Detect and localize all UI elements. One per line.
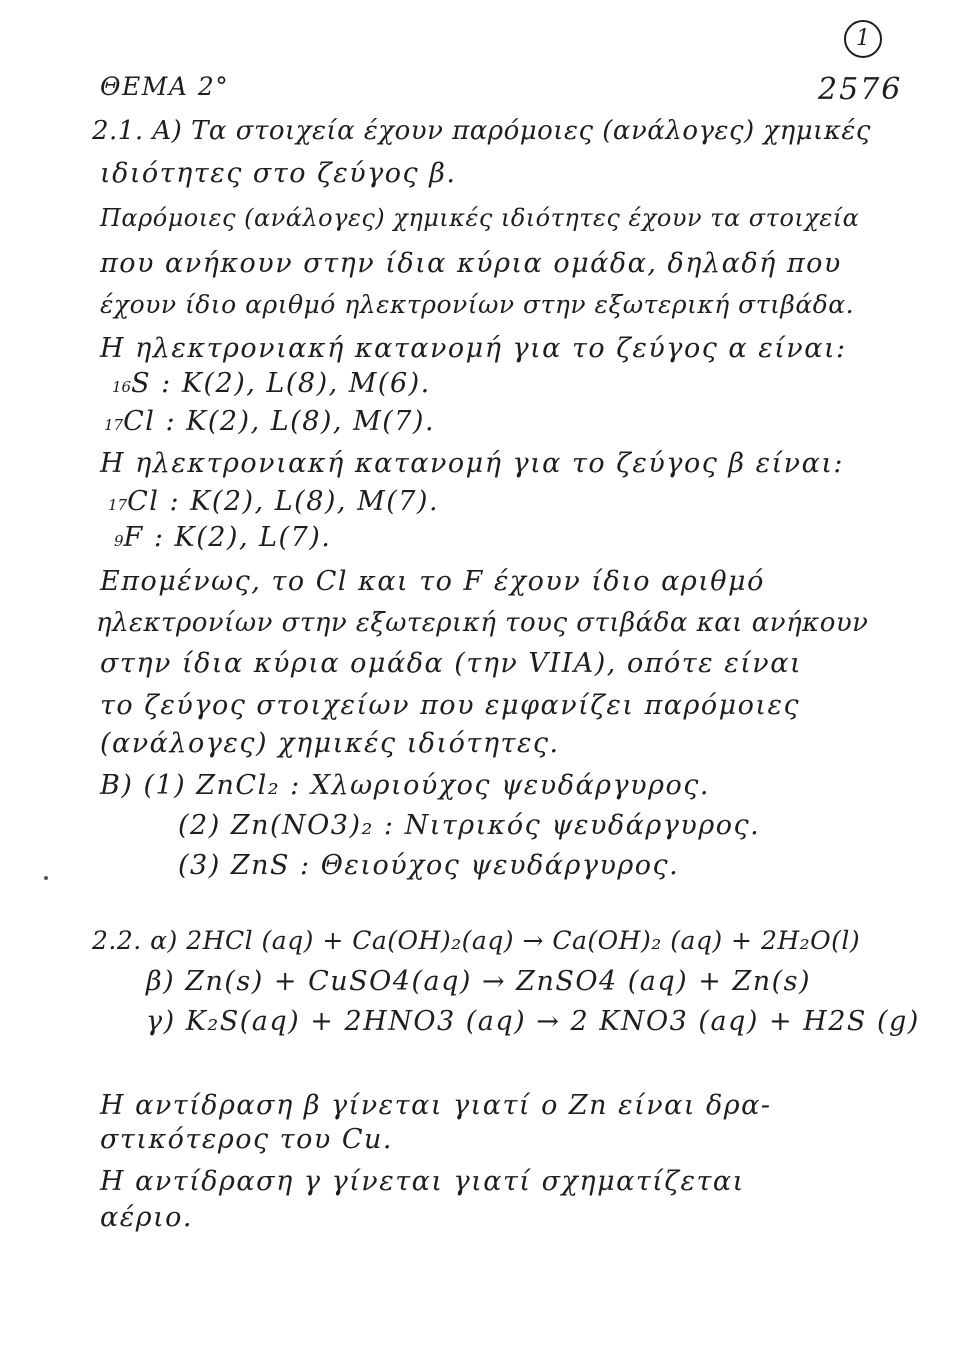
sulfur-atomic-number: 16	[112, 378, 132, 396]
fluorine-config-text: F : K(2), L(7).	[123, 522, 332, 553]
explanation-reaction-b-line-1: Η αντίδραση β γίνεται γιατί ο Zn είναι δρα-	[100, 1090, 772, 1121]
compound-name-3: (3) ZnS : Θειούχος ψευδάργυρος.	[178, 850, 680, 881]
reaction-a: 2.2. α) 2HCl (aq) + Ca(OH)₂(aq) → Ca(OH)₂ (aq) + 2H₂O(l)	[92, 926, 861, 955]
explanation-line-3: έχουν ίδιο αριθμό ηλεκτρονίων στην εξωτερική στιβάδα.	[100, 290, 855, 319]
chlorine-configuration-pair-b	[108, 488, 439, 515]
reaction-g: γ) K₂S(aq) + 2HNO3 (aq) → 2 KNO3 (aq) + H2S (g)	[146, 1006, 920, 1037]
explanation-line-5: Η ηλεκτρονιακή κατανομή για το ζεύγος β είναι:	[100, 448, 844, 479]
fluorine-configuration	[114, 524, 331, 551]
reaction-b: β) Zn(s) + CuSO4(aq) → ZnSO4 (aq) + Zn(s)	[146, 966, 812, 997]
explanation-reaction-g-line-2: αέριο.	[100, 1202, 194, 1233]
sulfur-config-text: S : K(2), L(8), M(6).	[131, 368, 431, 399]
explanation-line-1: Παρόμοιες (ανάλογες) χημικές ιδιότητες έχουν τα στοιχεία	[100, 204, 860, 232]
chlorine-atomic-number: 17	[104, 416, 124, 434]
conclusion-line-2: ηλεκτρονίων στην εξωτερική τους στιβάδα και ανήκουν	[96, 608, 869, 638]
answer-2-1-a-line-2: ιδιότητες στο ζεύγος β.	[100, 158, 457, 189]
exam-heading: ΘΕΜΑ 2°	[100, 72, 230, 101]
explanation-reaction-g-line-1: Η αντίδραση γ γίνεται γιατί σχηματίζεται	[100, 1166, 745, 1197]
answer-2-1-a-line-1: 2.1. Α) Τα στοιχεία έχουν παρόμοιες (ανάλογες) χημικές	[92, 116, 871, 146]
chlorine-config-text-b: Cl : K(2), L(8), M(7).	[127, 486, 440, 517]
explanation-line-4: Η ηλεκτρονιακή κατανομή για το ζεύγος α είναι:	[100, 333, 847, 364]
document-code: 2576	[818, 72, 903, 107]
explanation-line-2: που ανήκουν στην ίδια κύρια ομάδα, δηλαδή που	[100, 248, 842, 279]
sulfur-configuration	[112, 370, 431, 397]
page-number: 1	[844, 20, 882, 58]
conclusion-line-1: Επομένως, το Cl και το F έχουν ίδιο αριθμό	[100, 566, 765, 597]
chlorine-configuration	[104, 408, 435, 435]
compound-name-1: Β) (1) ZnCl₂ : Χλωριούχος ψευδάργυρος.	[100, 770, 710, 801]
conclusion-line-5: (ανάλογες) χημικές ιδιότητες.	[100, 728, 560, 759]
compound-name-2: (2) Zn(NO3)₂ : Νιτρικός ψευδάργυρος.	[178, 810, 761, 841]
chlorine-atomic-number-b: 17	[108, 496, 128, 514]
conclusion-line-4: το ζεύγος στοιχείων που εμφανίζει παρόμοιες	[100, 690, 801, 721]
ink-dot	[44, 876, 48, 880]
explanation-reaction-b-line-2: στικότερος του Cu.	[100, 1124, 393, 1155]
chlorine-config-text: Cl : K(2), L(8), M(7).	[123, 406, 436, 437]
conclusion-line-3: στην ίδια κύρια ομάδα (την VIIA), οπότε είναι	[100, 648, 803, 679]
fluorine-atomic-number: 9	[114, 532, 124, 550]
